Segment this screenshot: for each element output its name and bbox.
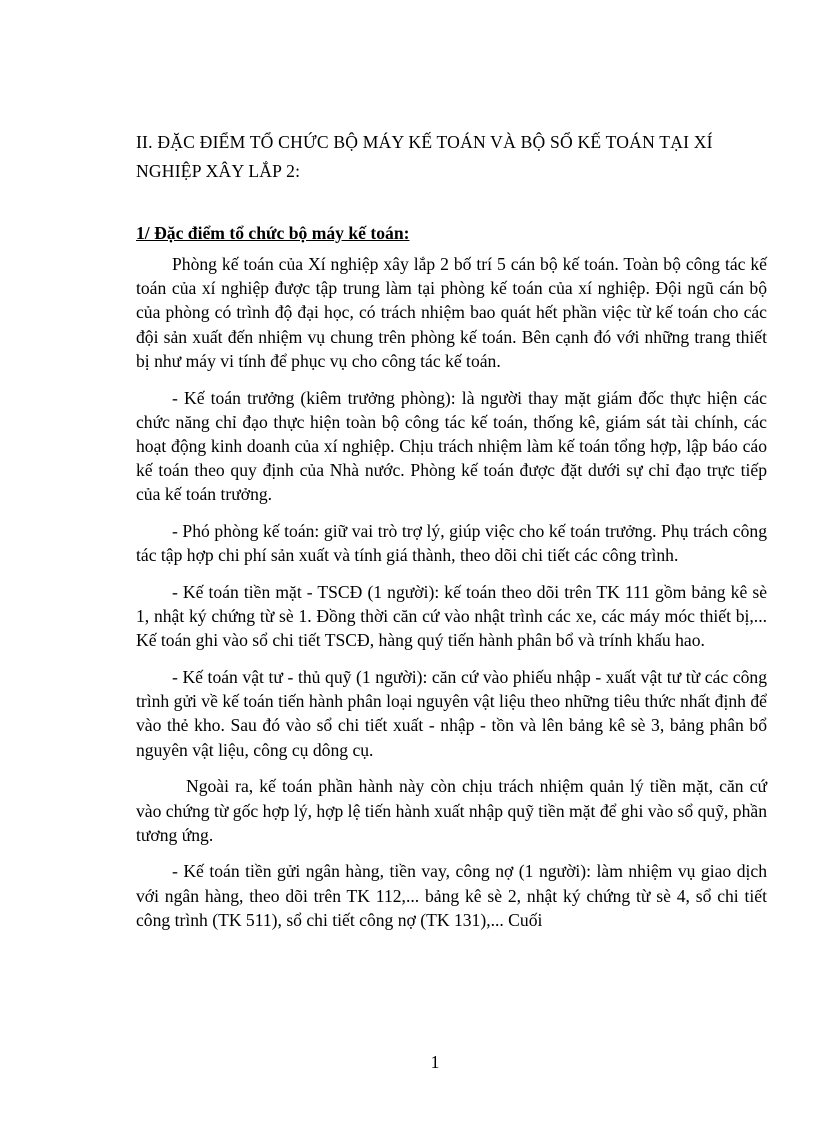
page-number: 1: [430, 1052, 440, 1072]
document-body: [136, 128, 767, 945]
paragraph-materials-treasurer: - Kế toán vật tư - thủ quỹ (1 người): căn cứ vào phiếu nhập - xuất vật tư từ các công trình gửi về kế toán tiến hành phân loại nguyên vật liệu theo những tiêu thức nhất định để vào thẻ kho. Sau đó vào sổ chi tiết xuất - nhập - tồn và lên bảng kê sè 3, bảng phân bổ nguyên vật liệu, công cụ dông cụ.: [136, 667, 767, 760]
subsection-heading-colon: :: [403, 223, 410, 243]
paragraph-deputy-head: - Phó phòng kế toán: giữ vai trò trợ lý, giúp việc cho kế toán trưởng. Phụ trách công tác tập hợp chi phí sản xuất và tính giá thành, theo dõi chi tiết các công trình.: [136, 521, 767, 566]
paragraph-cash-management: Ngoài ra, kế toán phần hành này còn chịu trách nhiệm quản lý tiền mặt, căn cứ vào chứng từ gốc hợp lý, hợp lệ tiến hành xuất nhập quỹ tiền mặt để ghi vào sổ quỹ, phần tương ứng.: [136, 776, 767, 845]
subsection-heading: [136, 220, 767, 246]
subsection-heading-text: 1/ Đặc điểm tổ chức bộ máy kế toán: [136, 223, 404, 243]
section-heading: II. ĐẶC ĐIỂM TỔ CHỨC BỘ MÁY KẾ TOÁN VÀ BỘ SỔ KẾ TOÁN TẠI XÍ NGHIỆP XÂY LẮP 2:: [136, 132, 713, 181]
paragraph-chief-accountant: - Kế toán trưởng (kiêm trưởng phòng): là người thay mặt giám đốc thực hiện các chức năng chỉ đạo thực hiện toàn bộ công tác kế toán, thống kê, giám sát tài chính, các hoạt động kinh doanh của xí nghiệp. Chịu trách nhiệm làm kế toán tổng hợp, lập báo cáo kế toán theo quy định của Nhà nước. Phòng kế toán được đặt dưới sự chỉ đạo trực tiếp của kế toán trưởng.: [136, 387, 767, 505]
paragraph-cash-fixed-assets: - Kế toán tiền mặt - TSCĐ (1 người): kế toán theo dõi trên TK 111 gồm bảng kê sè 1, nhật ký chứng từ sè 1. Đồng thời căn cứ vào nhật trình các xe, các máy móc thiết bị,... Kế toán ghi vào sổ chi tiết TSCĐ, hàng quý tiến hành phân bổ và trính khấu hao.: [136, 581, 767, 651]
paragraph-bank-deposits: - Kế toán tiền gửi ngân hàng, tiền vay, công nợ (1 người): làm nhiệm vụ giao dịch với ngân hàng, theo dõi trên TK 112,... bảng kê sè 2, nhật ký chứng từ sè 4, sổ chi tiết công trình (TK 511), sổ chi tiết công nợ (TK 131),... Cuối: [136, 861, 767, 930]
paragraph-intro: Phòng kế toán của Xí nghiệp xây lắp 2 bố trí 5 cán bộ kế toán. Toàn bộ công tác kế toán của xí nghiệp được tập trung làm tại phòng kế toán của xí nghiệp. Đội ngũ cán bộ của phòng có trình độ đại học, có trách nhiệm bao quát hết phần việc từ kế toán cho các đội sản xuất đến nhiệm vụ chung trên phòng kế toán. Bên cạnh đó với những trang thiết bị như máy vi tính để phục vụ cho công tác kế toán.: [136, 254, 767, 371]
